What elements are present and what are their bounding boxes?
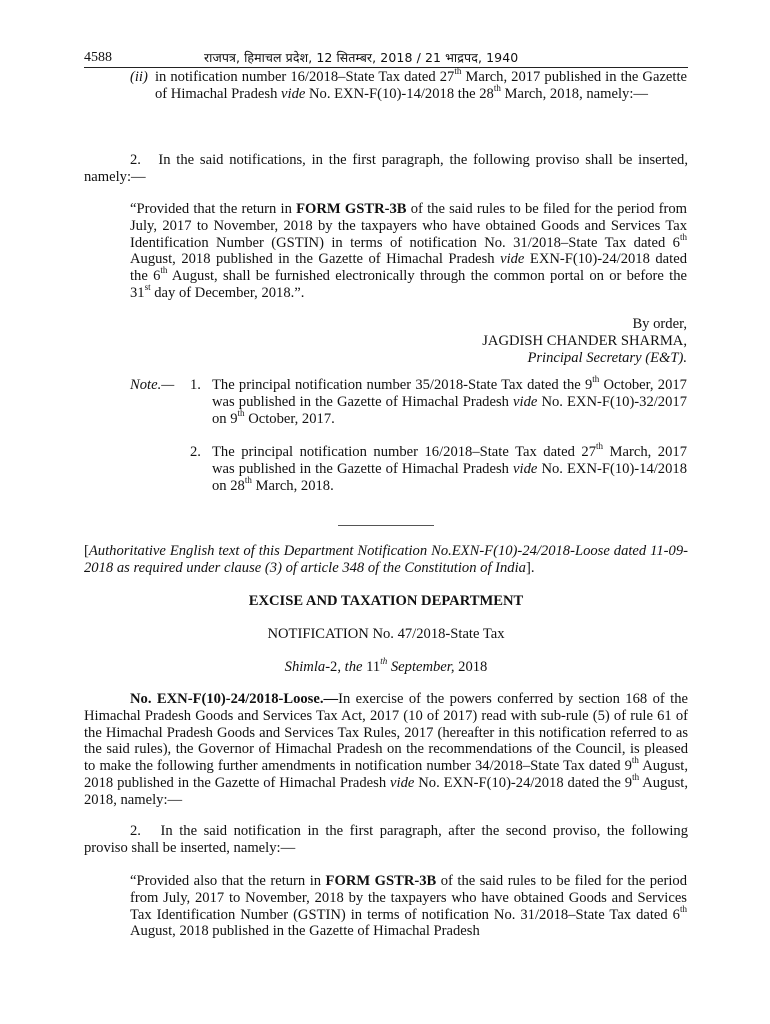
proviso-2: “Provided also that the return in FORM GSTR-3B of the said rules to be filed for the period from July, 2017 to November, 2018 by the taxpayers who have obtained Goods and Services Tax Identification Number (GSTIN) in terms of notification No. 31/2018–State Tax dated 6th August, 2018 published in the Gazette of Himachal Pradesh <box>130 873 688 940</box>
main-paragraph: No. EXN-F(10)-24/2018-Loose.—In exercise of the powers conferred by section 168 of the Himachal Pradesh Goods and Services Tax Act, 2017 (10 of 2017) read with sub-rule (5) of rule 61 of the Himachal Pradesh Goods and Services Tax Rules, 2017 (hereafter in this notification referred to as the said rules), the Governor of Himachal Pradesh on the recommendations of the Council, is pleased to make the following further amendments in notification number 34/2018–State Tax dated 9th August, 2018 published in the Gazette of Himachal Pradesh vide No. EXN-F(10)-24/2018 dated the 9th August, 2018, namely:— <box>84 691 689 808</box>
signatory-designation: Principal Secretary (E&T). <box>527 349 687 366</box>
note-2-number: 2. <box>190 444 201 460</box>
authoritative-text-note: [Authoritative English text of this Department Notification No.EXN-F(10)-24/2018-Loose dated 11-09-2018 as required under clause (3) of article 348 of the Constitution of India]. <box>84 543 688 576</box>
item-ii-text: in notification number 16/2018–State Tax dated 27th March, 2017 published in the Gazette of Himachal Pradesh vide No. EXN-F(10)-14/2018 the 28th March, 2018, namely:— <box>155 66 687 102</box>
note-2-text: The principal notification number 16/2018–State Tax dated 27th March, 2017 was published in the Gazette of Himachal Pradesh vide No. EXN-F(10)-14/2018 on 28th March, 2018. <box>212 441 687 494</box>
paragraph-2-first: 2. In the said notifications, in the first paragraph, the following proviso shall be inserted, namely:— <box>84 152 688 185</box>
department-heading: EXCISE AND TAXATION DEPARTMENT <box>248 593 524 609</box>
by-order: By order, <box>632 316 687 332</box>
gazette-header-title: राजपत्र, हिमाचल प्रदेश, 12 सितम्बर, 2018 / 21 भाद्रपद, 1940 <box>204 50 519 65</box>
note-label: Note.— <box>130 377 175 393</box>
page-number: 4588 <box>84 50 112 65</box>
signatory-name: JAGDISH CHANDER SHARMA, <box>482 332 687 349</box>
proviso-1: “Provided that the return in FORM GSTR-3B of the said rules to be filed for the period from July, 2017 to November, 2018 by the taxpayers who have obtained Goods and Services Tax Identification Number (GSTIN) in terms of notification No. 31/2018–State Tax dated 6th August, 2018 published in the Gazette of Himachal Pradesh vide EXN-F(10)-24/2018 dated the 6th August, shall be furnished electronically through the common portal on or before the 31st day of December, 2018.”. <box>130 201 687 301</box>
notification-number: NOTIFICATION No. 47/2018-State Tax <box>267 626 505 642</box>
note-1-number: 1. <box>190 377 201 393</box>
note-1-text: The principal notification number 35/2018-State Tax dated the 9th October, 2017 was published in the Gazette of Himachal Pradesh vide No. EXN-F(10)-32/2017 on 9th October, 2017. <box>212 374 687 427</box>
page-header <box>84 50 688 68</box>
header-rule <box>84 67 688 68</box>
section-divider <box>338 525 434 526</box>
paragraph-2-second: 2. In the said notification in the first paragraph, after the second proviso, the following proviso shall be inserted, namely:— <box>84 823 688 856</box>
item-ii-label: (ii) <box>130 69 148 85</box>
dateline: Shimla-2, the 11th September, 2018 <box>284 656 488 675</box>
signature-block <box>384 316 687 366</box>
